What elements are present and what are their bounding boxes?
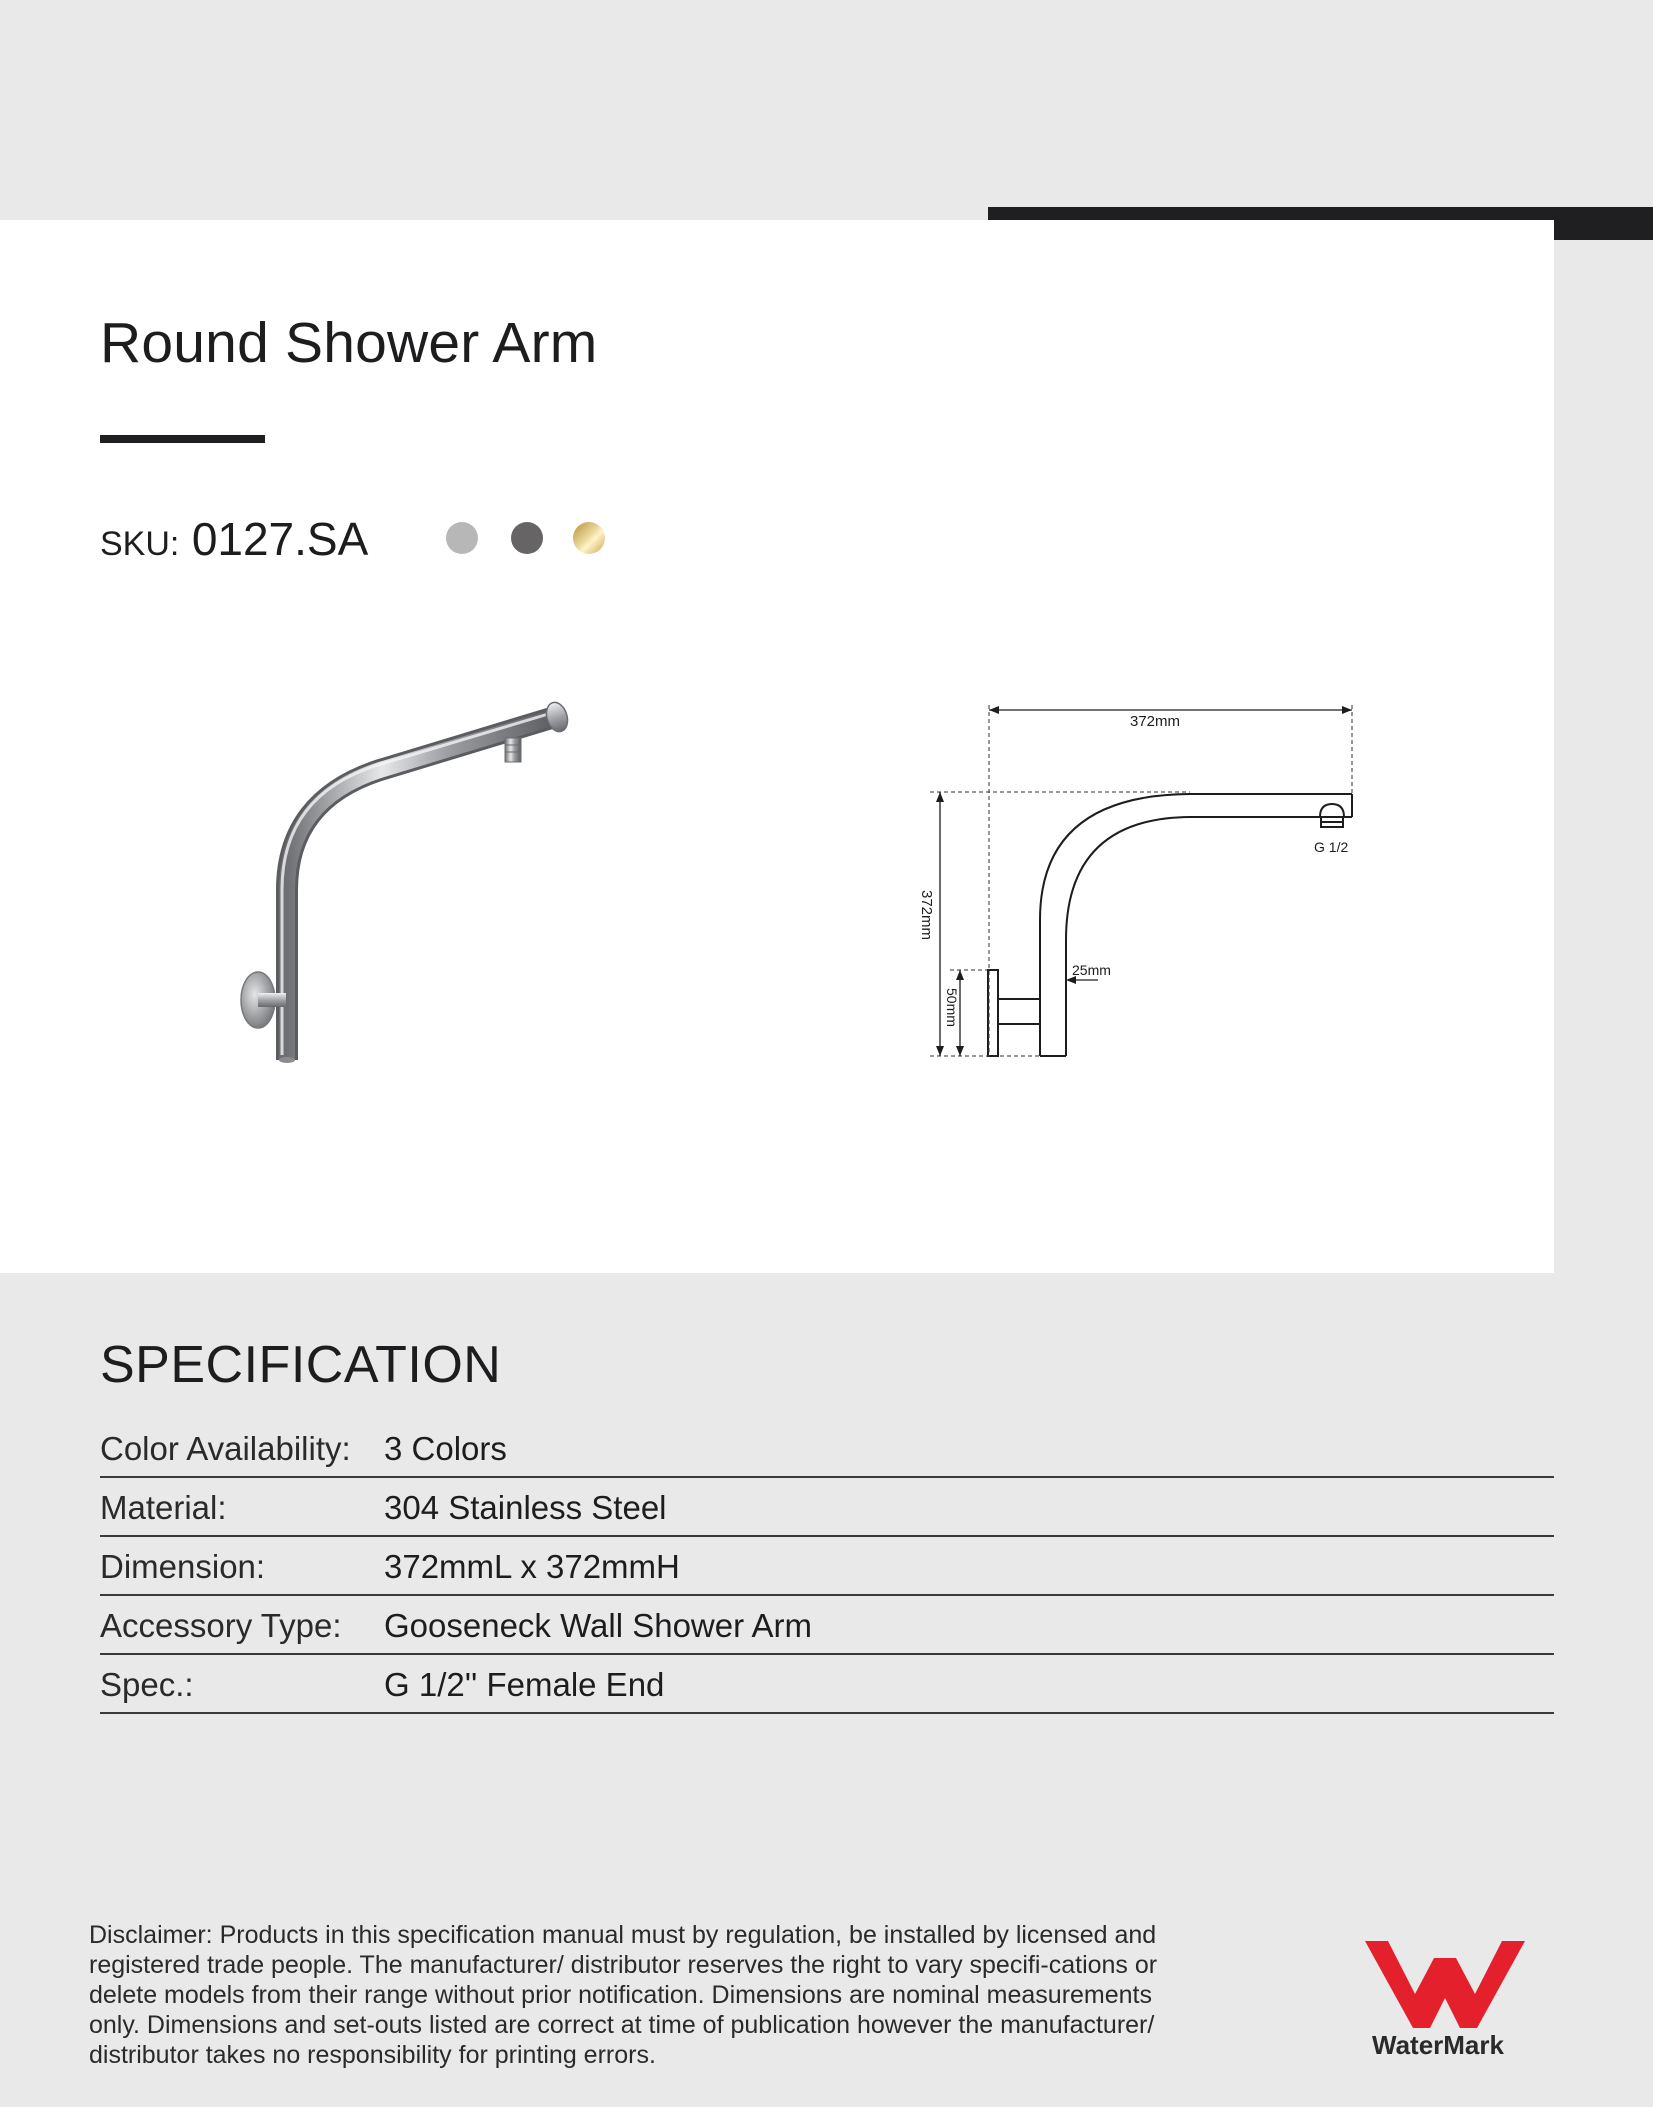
spec-row-dimension	[100, 1538, 1554, 1596]
color-swatch-nickel	[446, 522, 478, 554]
title-underline	[100, 435, 265, 443]
color-swatch-gold	[573, 522, 605, 554]
sku-value: 0127.SA	[191, 513, 369, 565]
dim-flange-label: 50mm	[944, 988, 960, 1027]
spec-value: 304 Stainless Steel	[384, 1489, 667, 1526]
color-swatch-gunmetal	[511, 522, 543, 554]
spec-value: 372mmL x 372mmH	[384, 1548, 680, 1585]
spec-row-material	[100, 1479, 1554, 1537]
spec-label: Spec.:	[100, 1666, 194, 1703]
thread-label: G 1/2	[1314, 839, 1349, 855]
spec-row-color	[100, 1420, 1554, 1478]
specification-table	[100, 1420, 1554, 1715]
dim-tube-label: 25mm	[1072, 962, 1111, 978]
spec-label: Dimension:	[100, 1548, 266, 1585]
spec-label: Accessory Type:	[100, 1607, 342, 1644]
watermark-logo-text: WaterMark	[1372, 2030, 1504, 2060]
sku	[100, 512, 368, 566]
disclaimer-text: Disclaimer: Products in this specification manual must by regulation, be installed by licensed and registered trade people. The manufacturer/ distributor reserves the right to vary specifi-cations or delete models from their range without prior notification. Dimensions are nominal measurements only. Dimensions and set-outs listed are correct at time of publication however the manufacturer/ distributor takes no responsibility for printing errors.	[89, 1921, 1158, 2069]
spec-value: 3 Colors	[384, 1430, 507, 1467]
spec-value: G 1/2'' Female End	[384, 1666, 665, 1703]
spec-row-accessory-type	[100, 1597, 1554, 1655]
specification-heading: SPECIFICATION	[100, 1336, 502, 1394]
product-title: Round Shower Arm	[100, 311, 598, 375]
dim-side-label: 372mm	[918, 890, 935, 941]
spec-label: Material:	[100, 1489, 227, 1526]
spec-value: Gooseneck Wall Shower Arm	[384, 1607, 812, 1644]
sku-label: SKU:	[100, 525, 180, 563]
spec-label: Color Availability:	[100, 1430, 351, 1467]
spec-row-spec	[100, 1656, 1554, 1714]
dimension-drawing	[900, 690, 1360, 1070]
product-image	[220, 690, 600, 1070]
dim-top-label: 372mm	[1130, 713, 1181, 730]
